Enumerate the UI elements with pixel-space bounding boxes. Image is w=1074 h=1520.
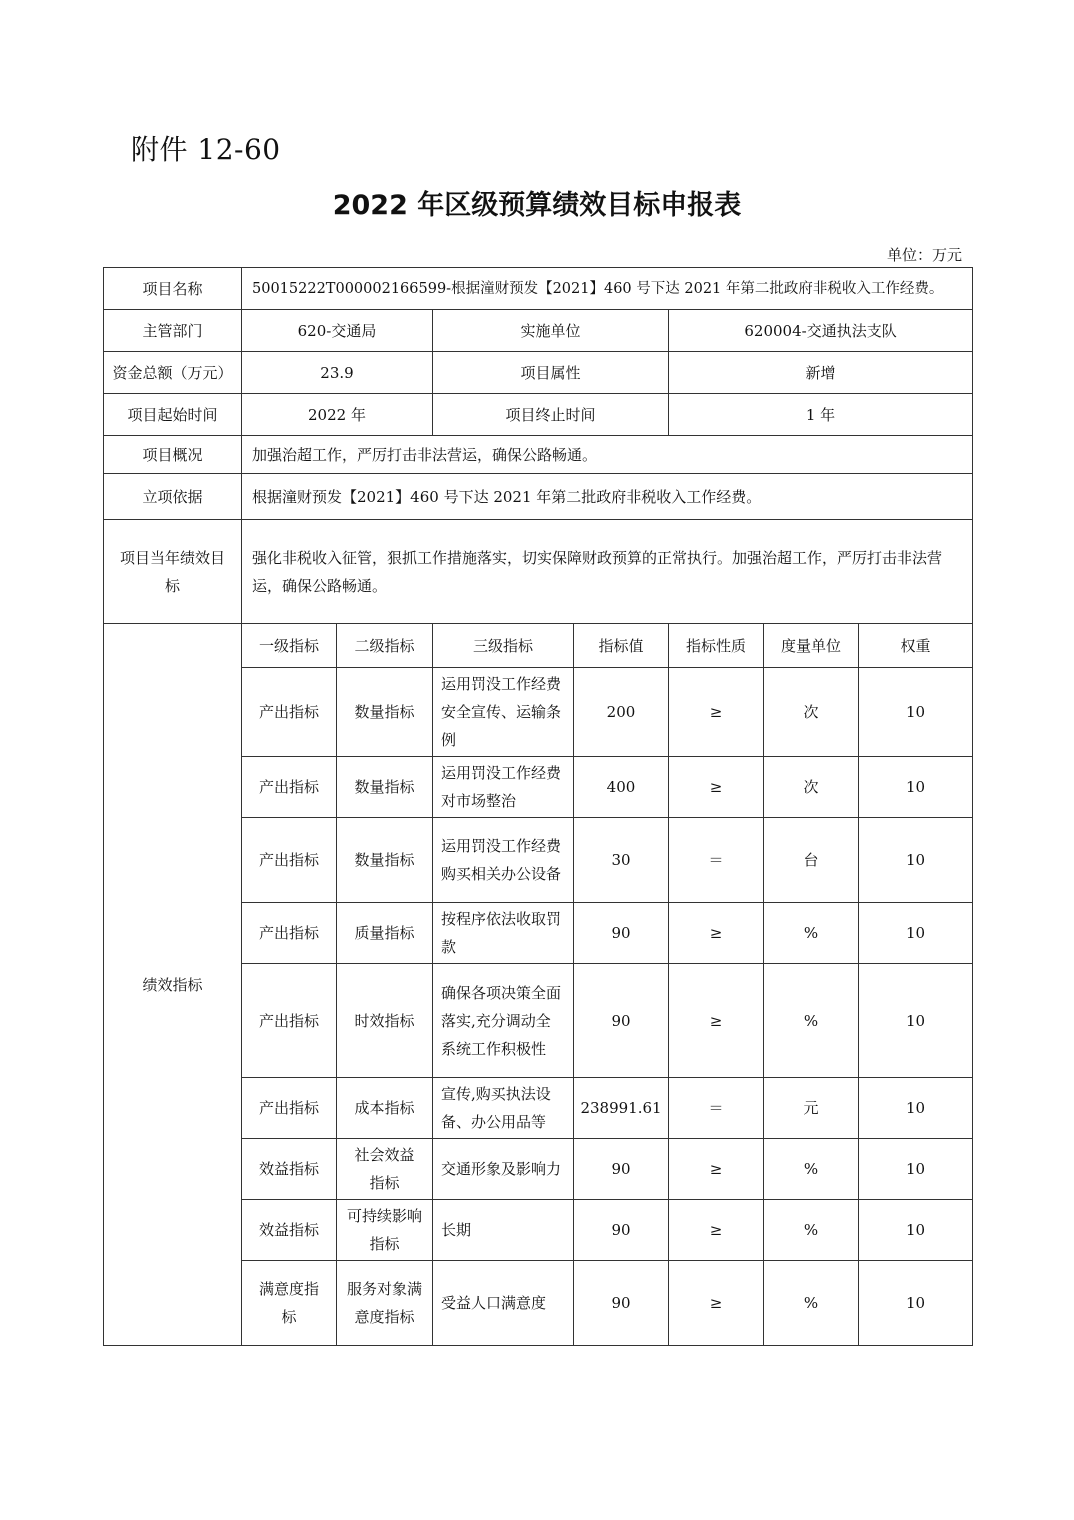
indicator-nature: ＝ [669,818,764,903]
indicator-weight: 10 [859,818,973,903]
impl-value: 620004-交通执法支队 [669,310,973,352]
indicator-l2: 时效指标 [337,964,433,1078]
end-label: 项目终止时间 [433,394,669,436]
goal-label: 项目当年绩效目标 [104,520,242,624]
fund-label: 资金总额（万元） [104,352,242,394]
indicator-l3: 运用罚没工作经费购买相关办公设备 [433,818,574,903]
header-unit: 度量单位 [764,624,859,668]
unit-label: 单位：万元 [886,246,962,264]
indicator-nature: ≥ [669,668,764,757]
indicator-unit: 元 [764,1078,859,1139]
indicator-l1: 产出指标 [242,757,337,818]
indicator-l1: 产出指标 [242,964,337,1078]
indicator-value: 90 [574,1261,669,1346]
indicator-l2: 数量指标 [337,757,433,818]
fund-value: 23.9 [242,352,433,394]
row-dept [104,310,973,352]
indicator-l3: 交通形象及影响力 [433,1139,574,1200]
impl-label: 实施单位 [433,310,669,352]
indicator-l3: 运用罚没工作经费安全宣传、运输条例 [433,668,574,757]
indicator-l2: 数量指标 [337,668,433,757]
overview-label: 项目概况 [104,436,242,474]
indicator-l3: 宣传,购买执法设备、办公用品等 [433,1078,574,1139]
row-fund [104,352,973,394]
indicator-l1: 产出指标 [242,1078,337,1139]
attr-label: 项目属性 [433,352,669,394]
indicator-unit: % [764,964,859,1078]
header-weight: 权重 [859,624,973,668]
header-l3: 三级指标 [433,624,574,668]
indicator-l1: 满意度指标 [242,1261,337,1346]
header-l2: 二级指标 [337,624,433,668]
indicator-weight: 10 [859,1261,973,1346]
indicator-weight: 10 [859,1200,973,1261]
indicator-l2: 社会效益指标 [337,1139,433,1200]
indicator-l3: 确保各项决策全面落实,充分调动全系统工作积极性 [433,964,574,1078]
indicator-l1: 产出指标 [242,668,337,757]
project-name-label: 项目名称 [104,268,242,310]
overview-value: 加强治超工作，严厉打击非法营运，确保公路畅通。 [242,436,973,474]
indicator-l3: 长期 [433,1200,574,1261]
indicator-unit: % [764,1261,859,1346]
indicator-weight: 10 [859,964,973,1078]
indicator-nature: ≥ [669,757,764,818]
budget-table [103,267,973,1346]
basis-value: 根据潼财预发【2021】460 号下达 2021 年第二批政府非税收入工作经费。 [242,474,973,520]
row-project-name [104,268,973,310]
indicator-value: 90 [574,1139,669,1200]
attachment-label: 附件 12-60 [131,133,281,166]
indicator-value: 90 [574,903,669,964]
indicator-l3: 运用罚没工作经费对市场整治 [433,757,574,818]
goal-value: 强化非税收入征管，狠抓工作措施落实，切实保障财政预算的正常执行。加强治超工作，严厉打击非法营运，确保公路畅通。 [242,520,973,624]
indicator-value: 238991.61 [574,1078,669,1139]
indicator-unit: % [764,1139,859,1200]
indicator-unit: % [764,1200,859,1261]
indicator-unit: % [764,903,859,964]
attr-value: 新增 [669,352,973,394]
indicator-l1: 产出指标 [242,818,337,903]
indicator-value: 200 [574,668,669,757]
indicator-weight: 10 [859,1139,973,1200]
indicator-l2: 数量指标 [337,818,433,903]
end-value: 1 年 [669,394,973,436]
indicator-l1: 效益指标 [242,1139,337,1200]
indicator-nature: ≥ [669,1139,764,1200]
indicator-l2: 可持续影响指标 [337,1200,433,1261]
indicator-unit: 次 [764,668,859,757]
indicator-value: 400 [574,757,669,818]
indicator-weight: 10 [859,1078,973,1139]
project-name-value: 50015222T000002166599-根据潼财预发【2021】460 号下达 2021 年第二批政府非税收入工作经费。 [242,268,973,310]
indicator-weight: 10 [859,668,973,757]
header-value: 指标值 [574,624,669,668]
indicator-l2: 质量指标 [337,903,433,964]
indicator-unit: 台 [764,818,859,903]
indicator-l1: 产出指标 [242,903,337,964]
indicator-l2: 服务对象满意度指标 [337,1261,433,1346]
indicator-header-row [104,624,973,668]
start-value: 2022 年 [242,394,433,436]
indicator-nature: ≥ [669,1200,764,1261]
row-goal [104,520,973,624]
indicator-value: 90 [574,964,669,1078]
indicator-nature: ≥ [669,1261,764,1346]
indicator-l1: 效益指标 [242,1200,337,1261]
row-overview [104,436,973,474]
dept-value: 620-交通局 [242,310,433,352]
start-label: 项目起始时间 [104,394,242,436]
indicator-nature: ≥ [669,903,764,964]
indicator-nature: ＝ [669,1078,764,1139]
indicator-l3: 受益人口满意度 [433,1261,574,1346]
indicator-section-label: 绩效指标 [104,624,242,1346]
indicator-value: 30 [574,818,669,903]
indicator-l3: 按程序依法收取罚款 [433,903,574,964]
indicator-unit: 次 [764,757,859,818]
header-l1: 一级指标 [242,624,337,668]
dept-label: 主管部门 [104,310,242,352]
indicator-value: 90 [574,1200,669,1261]
indicator-weight: 10 [859,757,973,818]
indicator-nature: ≥ [669,964,764,1078]
row-basis [104,474,973,520]
indicator-weight: 10 [859,903,973,964]
header-nature: 指标性质 [669,624,764,668]
indicator-l2: 成本指标 [337,1078,433,1139]
basis-label: 立项依据 [104,474,242,520]
row-time [104,394,973,436]
page-title: 2022 年区级预算绩效目标申报表 [332,190,742,221]
